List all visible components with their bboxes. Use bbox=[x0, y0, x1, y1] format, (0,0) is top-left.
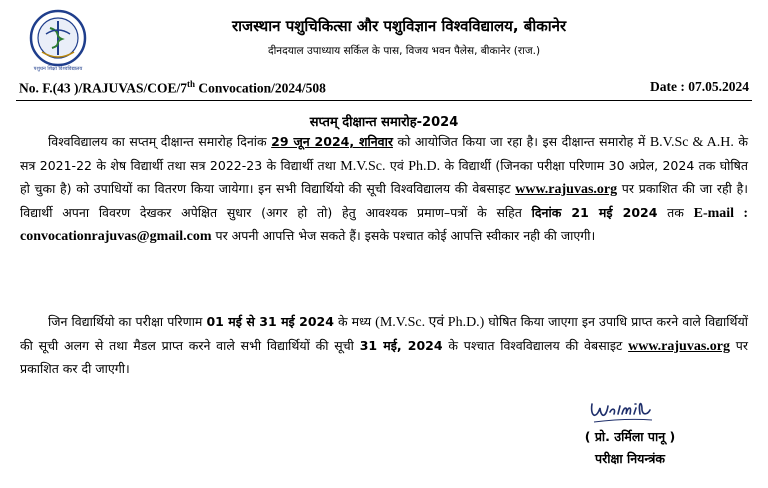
contact-email[interactable]: E-mail : convocationrajuvas@gmail.com bbox=[20, 205, 748, 244]
signer-name: ( प्रो. उर्मिला पानू ) bbox=[584, 429, 676, 444]
convocation-date: 29 जून 2024, शनिवार bbox=[271, 134, 393, 149]
objection-deadline: दिनांक 21 मई 2024 bbox=[531, 204, 658, 220]
university-address: दीनदयाल उपाध्याय सर्किल के पास, विजय भवन पैलेस, बीकानेर (राज.) bbox=[268, 45, 541, 57]
website-link[interactable]: www.rajuvas.org bbox=[515, 182, 618, 197]
result-date-range: 01 मई से 31 मई 2024 bbox=[206, 314, 334, 329]
logo-motto: पशुधन शिक्षा विश्वविद्यालय bbox=[33, 66, 83, 72]
course-mvsc: M.V.Sc. bbox=[340, 158, 386, 174]
header-divider bbox=[16, 100, 752, 101]
issue-date: Date : 07.05.2024 bbox=[650, 79, 749, 94]
reference-number: No. F.(43 )/RAJUVAS/COE/7th Convocation/2024/508 bbox=[19, 79, 326, 96]
notice-heading: सप्तम् दीक्षान्त समारोह-2024 bbox=[309, 115, 459, 130]
university-name: राजस्थान पशुचिकित्सा और पशुविज्ञान विश्वविद्यालय, बीकानेर bbox=[232, 17, 567, 35]
university-emblem-icon bbox=[20, 8, 96, 72]
paragraph-2: जिन विद्यार्थियो का परीक्षा परिणाम 01 मई से 31 मई 2024 के मध्य (M.V.Sc. एवं Ph.D.) घोषित किया जाएगा इन उपाधि प्राप्त करने वाले विद्यार्थियों की सूची अलग से तथा मैडल प्राप्त करने वाले सभी विद्यार्थियों की सूची 31 मई, 2024 के पश्चात विश्वविद्यालय की वेबसाइट www.rajuvas.org पर प्रकाशित कर दी जाएगी। bbox=[20, 314, 748, 376]
website-link-2[interactable]: www.rajuvas.org bbox=[628, 338, 730, 354]
handwritten-signature bbox=[586, 396, 658, 426]
list-publish-date: 31 मई, 2024 bbox=[359, 337, 443, 353]
paragraph-1: विश्वविद्यालय का सप्तम् दीक्षान्त समारोह दिनांक 29 जून 2024, शनिवार को आयोजित किया जा रहा है। इस दीक्षान्त समारोह में B.V.Sc & A.H. के सत्र 2021-22 के शेष विद्यार्थी तथा सत्र 2022-23 के विद्यार्थी तथा M.V.Sc. एवं Ph.D. के विद्यार्थी (जिनका परीक्षा परिणाम 30 अप्रेल, 2024 तक घोषित हो चुका है) को उपाधियों का वितरण किया जायेगा। इन सभी विद्यार्थियो की सूची विश्वविद्यालय की वेबसाइट www.rajuvas.org पर प्रकाशित की जा रही है। विद्यार्थी अपना विवरण देखकर अपेक्षित सुधार (अगर हो तो) हेतु आवश्यक प्रमाण–पत्रों के सहित दिनांक 21 मई 2024 तक E-mail : convocationrajuvas@gmail.com पर अपनी आपत्ति भेज सकते हैं। इसके पश्चात कोई आपत्ति स्वीकार नही की जाएगी। bbox=[20, 134, 749, 244]
courses-note: (M.V.Sc. एवं Ph.D.) bbox=[375, 315, 485, 330]
signer-designation: परीक्षा नियन्त्रंक bbox=[595, 451, 665, 466]
course-phd: Ph.D. bbox=[408, 158, 441, 174]
course-bvsc: B.V.Sc & A.H. bbox=[649, 135, 734, 150]
